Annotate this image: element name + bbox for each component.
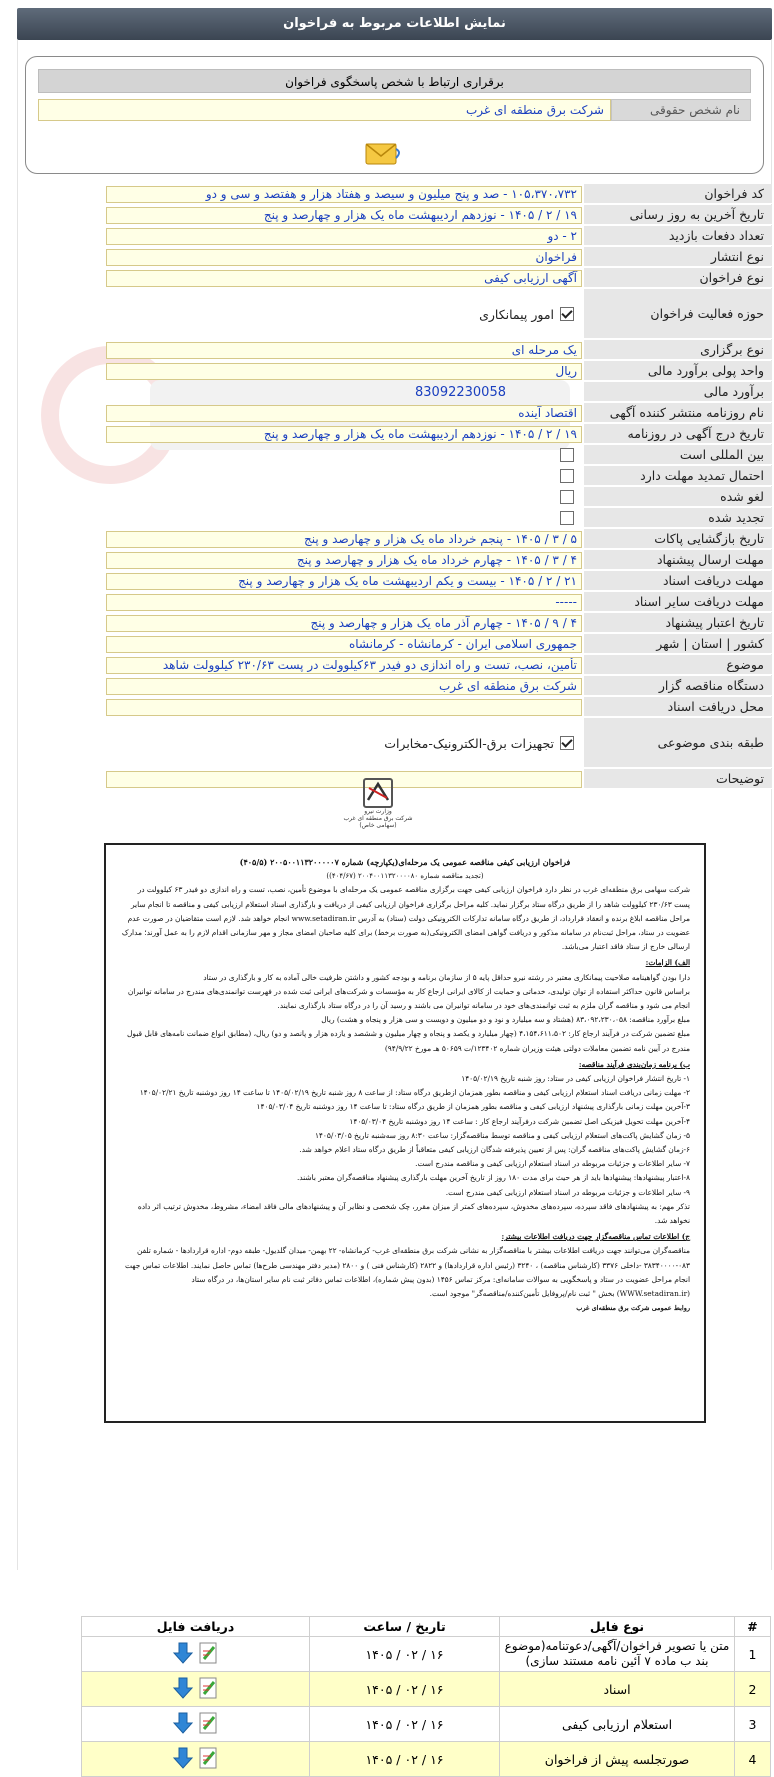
row-visits	[17, 226, 772, 246]
row-subject	[17, 655, 772, 675]
field-label: دستگاه مناقصه گزار	[584, 676, 772, 696]
field-label: حوزه فعالیت فراخوان	[584, 289, 772, 339]
ministry-line2: شرکت برق منطقه ای غرب (سهامی خاص)	[343, 815, 413, 829]
notice-b6: ۶-زمان گشایش پاکت‌های مناقصه گران: پس از تعیین پذیرفته شدگان ارزیابی کیفی متعاقباً از طریق درگاه ستاد اعلام خواهد شد.	[299, 1145, 690, 1155]
notice-b9: ۹- سایر اطلاعات و جزئیات مربوطه در اسناد استعلام ارزیابی کیفی مندرج است.	[445, 1187, 690, 1197]
notice-b3: ۳-آخرین مهلت زمانی بارگذاری پیشنهاد ارزیابی کیفی و مناقصه بطور همزمان از طریق درگاه ستاد: تا ساعت ۱۴ روز دوشنبه تاریخ ۱۴۰۵/۰۳/۰۴	[256, 1102, 690, 1112]
cancel-checkbox[interactable]	[560, 490, 574, 504]
field-label: احتمال تمدید مهلت دارد	[584, 466, 772, 486]
file-num: 3	[735, 1707, 771, 1742]
row-doc-place	[17, 697, 772, 717]
field-label: کد فراخوان	[584, 184, 772, 204]
field-label: نوع فراخوان	[584, 268, 772, 288]
field-label: لغو شده	[584, 487, 772, 507]
file-num: 2	[735, 1672, 771, 1707]
file-num: 4	[735, 1742, 771, 1777]
location-value: جمهوری اسلامی ایران - کرمانشاه - کرمانشاه	[106, 636, 582, 653]
row-currency	[17, 361, 772, 381]
notice-a3: مبلغ برآورد مناقصه: ۸۳،۰۹۲،۲۳۰،۰۵۸ (هشتاد و سه میلیارد و نود و دو میلیون و دویست و سی هزار و پنجاه و هشت) ریال	[321, 1015, 690, 1025]
notice-footer: روابط عمومی شرکت برق منطقه‌ای غرب	[576, 1304, 690, 1313]
view-file-icon[interactable]	[198, 1711, 220, 1735]
ministry-logo	[343, 778, 413, 829]
news-date-value: ۱۹ / ۲ / ۱۴۰۵ - نوزدهم اردیبهشت ماه یک هزار و چهارصد و پنج	[106, 426, 582, 443]
field-label: مهلت دریافت سایر اسناد	[584, 592, 772, 612]
row-other-deadline	[17, 592, 772, 612]
file-date: ۱۶ / ۰۲ / ۱۴۰۵	[310, 1707, 500, 1742]
row-open-date	[17, 529, 772, 549]
row-code	[17, 184, 772, 204]
download-icon[interactable]	[172, 1676, 194, 1700]
contact-panel	[25, 56, 764, 174]
contact-value: شرکت برق منطقه ای غرب	[38, 99, 611, 121]
view-file-icon[interactable]	[198, 1676, 220, 1700]
call-type-value: آگهی ارزیابی کیفی	[106, 270, 582, 287]
notice-title: فراخوان ارزیابی کیفی مناقصه عمومی یک مرحله‌ای(یکپارچه) شماره ۲۰۰۵۰۰۱۱۳۲۰۰۰۰۰۷ (۴۰۵/۵)	[239, 857, 571, 867]
file-date: ۱۶ / ۰۲ / ۱۴۰۵	[310, 1637, 500, 1672]
field-label: تاریخ درج آگهی در روزنامه	[584, 424, 772, 444]
ministry-line1: وزارت نیرو	[364, 808, 392, 815]
row-last-update	[17, 205, 772, 225]
row-validity	[17, 613, 772, 633]
field-label: تاریخ اعتبار پیشنهاد	[584, 613, 772, 633]
subject-value: تأمین، نصب، تست و راه اندازی دو فیدر ۶۳کیلوولت در پست ۲۳۰/۶۳ کیلوولت شاهد	[106, 657, 582, 674]
file-type: متن یا تصویر فراخوان/آگهی/دعوتنامه(موضوع بند ب ماده ۷ آئین نامه مستند سازی)	[500, 1637, 735, 1672]
contact-label: نام شخص حقوقی	[611, 99, 751, 121]
row-call-type	[17, 268, 772, 288]
notice-c1: مناقصه‌گران می‌توانند جهت دریافت اطلاعات بیشتر با مناقصه‌گزار به نشانی شرکت برق منطقه‌ای غرب- کرمانشاه- ۲۲ بهمن- میدان گلدیول- طبقه دوم- اداره قراردادها - شماره تلفن ۰۸۳-۳۸۳۴۰۰۰۰ -داخلی ۳۳۷۶ (کارشناس مناقصه) ، ۳۲۴۰ (رئیس اداره قراردادها) و ۲۸۲۲ (کارشناس فنی ) و ۲۸۰۰ (مدیر دفتر مهندسی طرح‌ها) تماس حاصل نمایند. اطلاعات تماس جهت انجام مراحل عضویت در ستاد و پاسخگویی به سوالات سامانه‌ای: مرکز تماس ۱۴۵۶ (بدون پیش شماره)، اطلاعات تماس دفاتر ثبت نام سایر استان‌ها، در درگاه ستاد (WWW.setadiran.ir) بخش " ثبت نام/پروفایل تأمین‌کننده/مناقصه‌گر" موجود است.	[125, 1246, 690, 1299]
notice-image	[104, 843, 706, 1423]
extend-checkbox[interactable]	[560, 469, 574, 483]
notice-subtitle: (تجدید مناقصه شماره ۲۰۰۴۰۰۱۱۳۲۰۰۰۰۸۰ (۴۰۴/۶۷))	[326, 872, 484, 881]
field-label: تجدید شده	[584, 508, 772, 528]
currency-value: ریال	[106, 363, 582, 380]
file-type: صورتجلسه پیش از فراخوان	[500, 1742, 735, 1777]
download-icon[interactable]	[172, 1641, 194, 1665]
organizer-value: شرکت برق منطقه ای غرب	[106, 678, 582, 695]
view-file-icon[interactable]	[198, 1746, 220, 1770]
field-label: تاریخ بازگشایی پاکات	[584, 529, 772, 549]
col-type: نوع فایل	[500, 1617, 735, 1637]
contact-row	[38, 99, 751, 121]
field-label: واحد پولی برآورد مالی	[584, 361, 772, 381]
field-label: طبقه بندی موضوعی	[584, 718, 772, 768]
notice-b1: ۱- تاریخ انتشار فراخوان ارزیابی کیفی در ستاد: روز شنبه تاریخ ۱۴۰۵/۰۲/۱۹	[461, 1074, 690, 1084]
download-icon[interactable]	[172, 1711, 194, 1735]
last-update-value: ۱۹ / ۲ / ۱۴۰۵ - نوزدهم اردیبهشت ماه یک هزار و چهارصد و پنج	[106, 207, 582, 224]
code-value: ۱۰۵،۳۷۰،۷۳۲ - صد و پنج میلیون و سیصد و هفتاد هزار و هفتصد و سی و دو	[106, 186, 582, 203]
file-num: 1	[735, 1637, 771, 1672]
mail-icon[interactable]	[362, 141, 402, 167]
table-row	[82, 1742, 771, 1777]
row-news-date	[17, 424, 772, 444]
doc-deadline-value: ۲۱ / ۲ / ۱۴۰۵ - بیست و یکم اردیبهشت ماه یک هزار و چهارصد و پنج	[106, 573, 582, 590]
field-label: برآورد مالی	[584, 382, 772, 402]
field-label: تاریخ آخرین به روز رسانی	[584, 205, 772, 225]
intl-checkbox[interactable]	[560, 448, 574, 462]
field-label: کشور | استان | شهر	[584, 634, 772, 654]
activity-value: امور پیمانکاری	[479, 306, 554, 322]
notice-b10: تذکر مهم: به پیشنهادهای فاقد سپرده، سپرده‌های مخدوش، سپرده‌های کمتر از میزان مقرر، چک شخصی و نظایر آن و پیشنهادهای مالی فاقد امضاء، مشروط، مخدوش ترتیب اثر داده نخواهد شد.	[137, 1201, 690, 1226]
notice-section-a: الف) الزامات:	[645, 958, 690, 968]
table-row	[82, 1707, 771, 1742]
validity-value: ۴ / ۹ / ۱۴۰۵ - چهارم آذر ماه یک هزار و چهارصد و پنج	[106, 615, 582, 632]
row-organizer	[17, 676, 772, 696]
notice-intro: شرکت سهامی برق منطقه‌ای غرب در نظر دارد فراخوان ارزیابی کیفی جهت برگزاری مناقصه عمومی یک مرحله‌ای با موضوع تأمین، نصب، تست و راه اندازی دو فیدر ۶۳ کیلوولت در پست ۲۳۰/۶۳ کیلوولت شاهد را از طریق درگاه ستاد برگزار نماید. کلیه مراحل برگزاری فراخوان ارزیابی کیفی از دریافت و بارگذاری اسناد استعلام ارزیابی کیفی و مناقصه تا انجام سایر مراحل مناقصه ابلاغ برنده و انعقاد قرارداد، از طریق درگاه سامانه تدارکات الکترونیکی دولت (ستاد) به آدرس www.setadiran.ir انجام خواهد شد. لازم است متقاضیان در صورت عدم عضویت در ستاد، مراحل ثبت‌نام در سامانه مذکور و دریافت گواهی امضای الکترونیکی(به صورت برخط) برای کلیه صاحبان امضای مجاز و مهر سازمانی اقدام لازم را به عمل آورند؛ مدارک ارسالی خارج از ستاد فاقد اعتبار می‌باشد.	[121, 885, 690, 952]
field-label: نام روزنامه منتشر کننده آگهی	[584, 403, 772, 423]
category-value: تجهیزات برق-الکترونیک-مخابرات	[384, 735, 554, 751]
info-table	[17, 184, 772, 789]
activity-checkbox[interactable]	[560, 307, 574, 321]
table-row	[82, 1637, 771, 1672]
row-newspaper	[17, 403, 772, 423]
file-type: استعلام ارزیابی کیفی	[500, 1707, 735, 1742]
field-label: تعداد دفعات بازدید	[584, 226, 772, 246]
field-label: موضوع	[584, 655, 772, 675]
notice-b7: ۷- سایر اطلاعات و جزئیات مربوطه در اسناد استعلام ارزیابی کیفی و مناقصه مندرج است.	[415, 1159, 690, 1169]
notice-a4: مبلغ تضمین شرکت در فرآیند ارجاع کار: ۴،۱۵۴،۶۱۱،۵۰۲ (چهار میلیارد و یکصد و پنجاه و چهار میلیون و ششصد و یازده هزار و پانصد و دو) ریال، (مطابق انواع ضمانت نامه‌های قابل قبول مندرج در آیین نامه تضمین معاملات دولتی هیئت وزیران شماره ۱۲۳۴۰۲/ت ۵۰۶۵۹ هـ مورخ ۹۴/۹/۲۲)	[127, 1029, 690, 1053]
row-category	[17, 718, 772, 768]
visits-value: ۲ - دو	[106, 228, 582, 245]
row-renew	[17, 508, 772, 528]
category-checkbox[interactable]	[560, 736, 574, 750]
send-deadline-value: ۴ / ۳ / ۱۴۰۵ - چهارم خرداد ماه یک هزار و چهارصد و پنج	[106, 552, 582, 569]
download-icon[interactable]	[172, 1746, 194, 1770]
row-location	[17, 634, 772, 654]
other-deadline-value: -----	[106, 594, 582, 611]
contact-heading: برقراری ارتباط با شخص پاسخگوی فراخوان	[38, 69, 751, 93]
page-title: نمایش اطلاعات مربوط به فراخوان	[17, 8, 772, 40]
doc-place-value	[106, 699, 582, 716]
row-send-deadline	[17, 550, 772, 570]
notice-b8: ۸-اعتبار پیشنهادها: پیشنهادها باید از هر حیث برای مدت ۱۸۰ روز از تاریخ آخرین مهلت بارگذاری پیشنهاد مناقصه‌گران معتبر باشند.	[296, 1173, 690, 1183]
file-date: ۱۶ / ۰۲ / ۱۴۰۵	[310, 1672, 500, 1707]
field-label: نوع برگزاری	[584, 340, 772, 360]
view-file-icon[interactable]	[198, 1641, 220, 1665]
file-date: ۱۶ / ۰۲ / ۱۴۰۵	[310, 1742, 500, 1777]
table-row	[82, 1672, 771, 1707]
open-date-value: ۵ / ۳ / ۱۴۰۵ - پنجم خرداد ماه یک هزار و چهارصد و پنج	[106, 531, 582, 548]
file-type: اسناد	[500, 1672, 735, 1707]
row-activity	[17, 289, 772, 339]
field-label: مهلت ارسال پیشنهاد	[584, 550, 772, 570]
renew-checkbox[interactable]	[560, 511, 574, 525]
files-table	[81, 1616, 771, 1777]
row-pub-type	[17, 247, 772, 267]
notice-section-b: ب) برنامه زمان‌بندی فرآیند مناقصه:	[578, 1059, 690, 1069]
col-download: دریافت فایل	[82, 1617, 310, 1637]
field-label: محل دریافت اسناد	[584, 697, 772, 717]
pub-type-value: فراخوان	[106, 249, 582, 266]
row-hold-type	[17, 340, 772, 360]
page	[17, 8, 772, 790]
row-estimate	[17, 382, 772, 402]
estimate-value: 83092230058	[415, 384, 506, 400]
row-intl	[17, 445, 772, 465]
row-extend	[17, 466, 772, 486]
newspaper-value: اقتصاد آینده	[106, 405, 582, 422]
field-label: مهلت دریافت اسناد	[584, 571, 772, 591]
row-doc-deadline	[17, 571, 772, 591]
notice-section-c: ج) اطلاعات تماس مناقصه‌گزار جهت دریافت اطلاعات بیشتر:	[501, 1232, 690, 1242]
notice-a2: براساس قانون حداکثر استفاده از توان تولیدی، خدماتی و حمایت از کالای ایرانی ارجاع کار به مؤسسات و شرکت‌های ایرانی ثبت شده در فهرست توانمندی‌های مندرج در سامانه توانیران انجام می شود و مناقصه گران ملزم به ثبت توانمندی‌های خود در سامانه توانیران می باشند و رسید آن را در درگاه ستاد بارگذاری نمایند.	[127, 986, 690, 1011]
ministry-emblem-icon	[363, 778, 393, 808]
field-label: نوع انتشار	[584, 247, 772, 267]
notice-b4: ۴-آخرین مهلت تحویل فیزیکی اصل تضمین شرکت درفرآیند ارجاع کار : ساعت ۱۴ روز دوشنبه تاریخ ۱۴۰۵/۰۳/۰۴	[349, 1116, 690, 1126]
col-date: تاریخ / ساعت	[310, 1617, 500, 1637]
field-label: بین المللی است	[584, 445, 772, 465]
hold-type-value: یک مرحله ای	[106, 342, 582, 359]
notice-a1: دارا بودن گواهینامه صلاحیت پیمانکاری معتبر در رشته نیرو حداقل پایه ۵ از سازمان برنامه و بودجه کشور و داشتن ظرفیت خالی آماده به کار و بارگذاری در ستاد	[203, 972, 690, 982]
notice-b2: ۲- مهلت زمانی دریافت اسناد استعلام ارزیابی کیفی و مناقصه بطور همزمان ازطریق درگاه ستاد: از ساعت ۸ روز شنبه تاریخ ۱۴۰۵/۰۲/۱۹ تا ساعت ۱۴ روز دوشنبه تاریخ ۱۴۰۵/۰۲/۲۱	[139, 1088, 690, 1098]
row-cancel	[17, 487, 772, 507]
col-num: #	[735, 1617, 771, 1637]
notice-b5: ۵- زمان گشایش پاکت‌های استعلام ارزیابی کیفی و مناقصه توسط مناقصه‌گزار: ساعت ۸:۳۰ روز سه‌شنبه تاریخ ۱۴۰۵/۰۳/۰۵	[314, 1130, 690, 1140]
field-label: توضیحات	[584, 769, 772, 789]
